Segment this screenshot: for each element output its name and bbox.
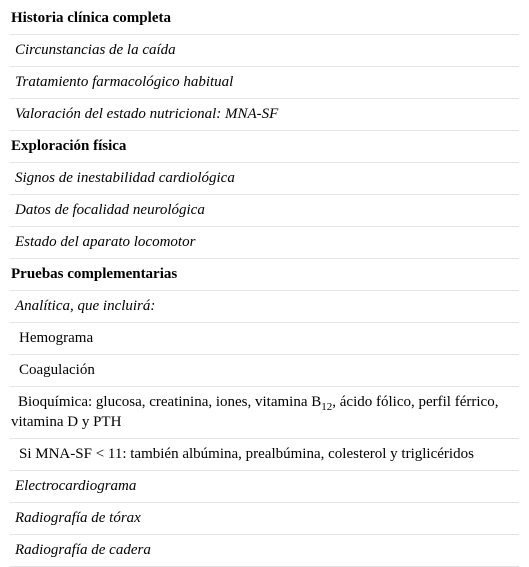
section-heading-pruebas: Pruebas complementarias — [10, 259, 519, 291]
bioquimica-line-2: vitamina D y PTH — [11, 414, 122, 430]
list-item: Valoración del estado nutricional: MNA-SF — [10, 99, 519, 131]
analitica-label: Analítica, que incluirá: — [10, 291, 519, 323]
list-item: Radiografía de tórax — [10, 503, 519, 535]
list-item: Estado del aparato locomotor — [10, 227, 519, 259]
bioquimica-line-1 — [10, 392, 519, 412]
analitica-mna: Si MNA-SF < 11: también albúmina, prealbúmina, colesterol y triglicéridos — [10, 439, 519, 471]
section-heading-exploracion: Exploración física — [10, 131, 519, 163]
bioquimica-text-1: Bioquímica: glucosa, creatinina, iones, vitamina B — [18, 394, 322, 410]
analitica-coagulacion: Coagulación — [10, 355, 519, 387]
list-item: Circunstancias de la caída — [10, 35, 519, 67]
list-item: Radiografía de cadera — [10, 535, 519, 567]
list-item: Electrocardiograma — [10, 471, 519, 503]
analitica-hemograma: Hemograma — [10, 323, 519, 355]
section-heading-historia: Historia clínica completa — [10, 4, 519, 35]
list-item: Tratamiento farmacológico habitual — [10, 67, 519, 99]
list-item: Signos de inestabilidad cardiológica — [10, 163, 519, 195]
list-item: Datos de focalidad neurológica — [10, 195, 519, 227]
bioquimica-subscript: 12 — [321, 401, 333, 413]
analitica-bioquimica — [10, 387, 519, 439]
bioquimica-text-2: , ácido fólico, perfil férrico, — [332, 394, 499, 410]
clinical-evaluation-table — [10, 4, 519, 567]
